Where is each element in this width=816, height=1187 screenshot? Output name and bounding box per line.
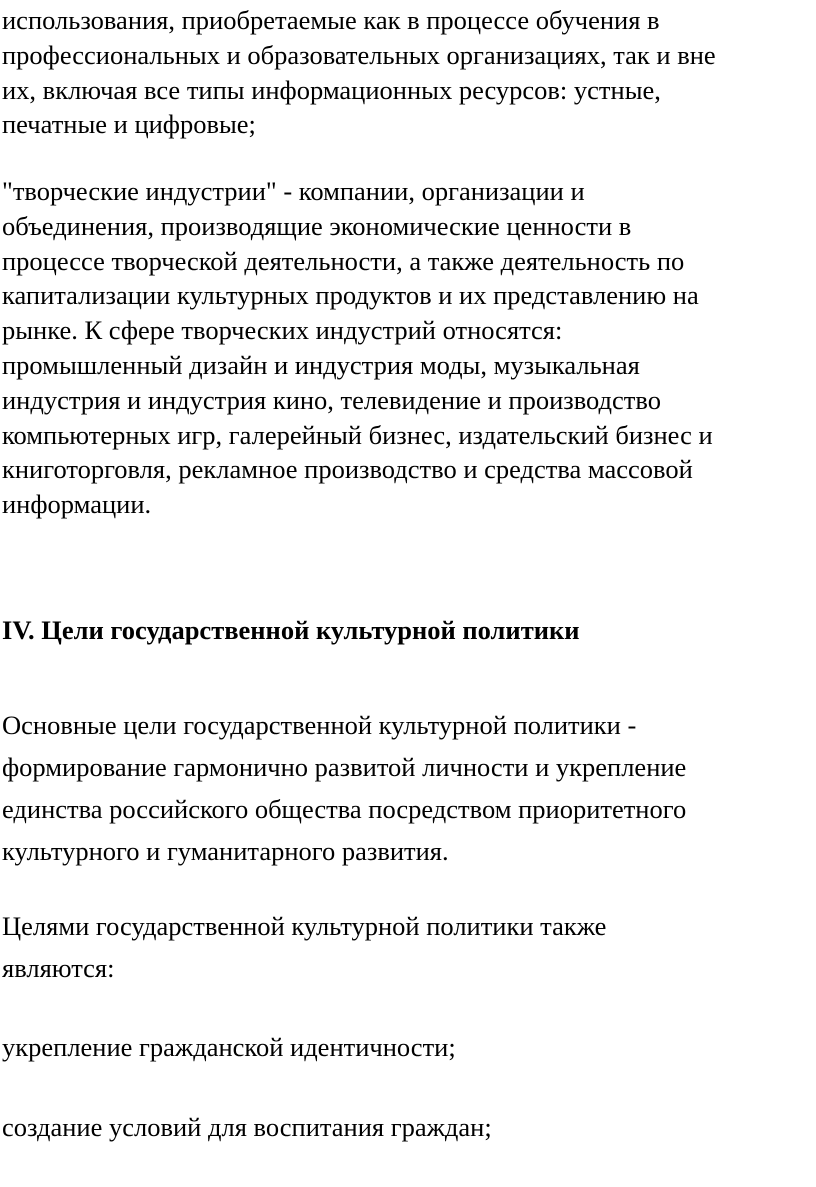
paragraph-main-goals	[2, 704, 814, 872]
text-line: книготорговля, рекламное производство и средства массовой	[2, 454, 693, 485]
text-line: капитализации культурных продуктов и их представлению на	[2, 280, 699, 311]
section-heading: IV. Цели государственной культурной политики	[2, 615, 580, 645]
text-line: культурного и гуманитарного развития.	[2, 836, 449, 866]
text-line: единства российского общества посредством приоритетного	[2, 794, 687, 824]
text-line: компьютерных игр, галерейный бизнес, издательский бизнес и	[2, 419, 713, 450]
text-line: являются:	[2, 953, 115, 983]
text-line: их, включая все типы информационных ресурсов: устные,	[2, 74, 661, 105]
text-line: профессиональных и образовательных организациях, так и вне	[2, 39, 716, 70]
text-line: печатные и цифровые;	[2, 109, 256, 140]
text-line: объединения, производящие экономические ценности в	[2, 210, 632, 241]
text-line: Целями государственной культурной политики также	[2, 911, 607, 941]
text-line: промышленный дизайн и индустрия моды, музыкальная	[2, 349, 640, 380]
text-line: Основные цели государственной культурной политики -	[2, 710, 637, 740]
text-line: использования, приобретаемые как в процессе обучения в	[2, 5, 660, 35]
paragraph-creative-industries	[2, 174, 814, 522]
text-line: процессе творческой деятельности, а также деятельность по	[2, 245, 685, 276]
text-line: рынке. К сфере творческих индустрий относятся:	[2, 315, 563, 346]
list-item-education-conditions: создание условий для воспитания граждан;	[2, 1112, 492, 1142]
list-item-civic-identity: укрепление гражданской идентичности;	[2, 1032, 456, 1062]
paragraph-resources-definition	[2, 3, 814, 142]
text-line: индустрия и индустрия кино, телевидение и производство	[2, 384, 661, 415]
text-line: информации.	[2, 489, 152, 520]
text-line: формирование гармонично развитой личности и укрепление	[2, 752, 687, 782]
text-line: "творческие индустрии" - компании, организации и	[2, 176, 585, 206]
paragraph-additional-goals	[2, 905, 814, 989]
